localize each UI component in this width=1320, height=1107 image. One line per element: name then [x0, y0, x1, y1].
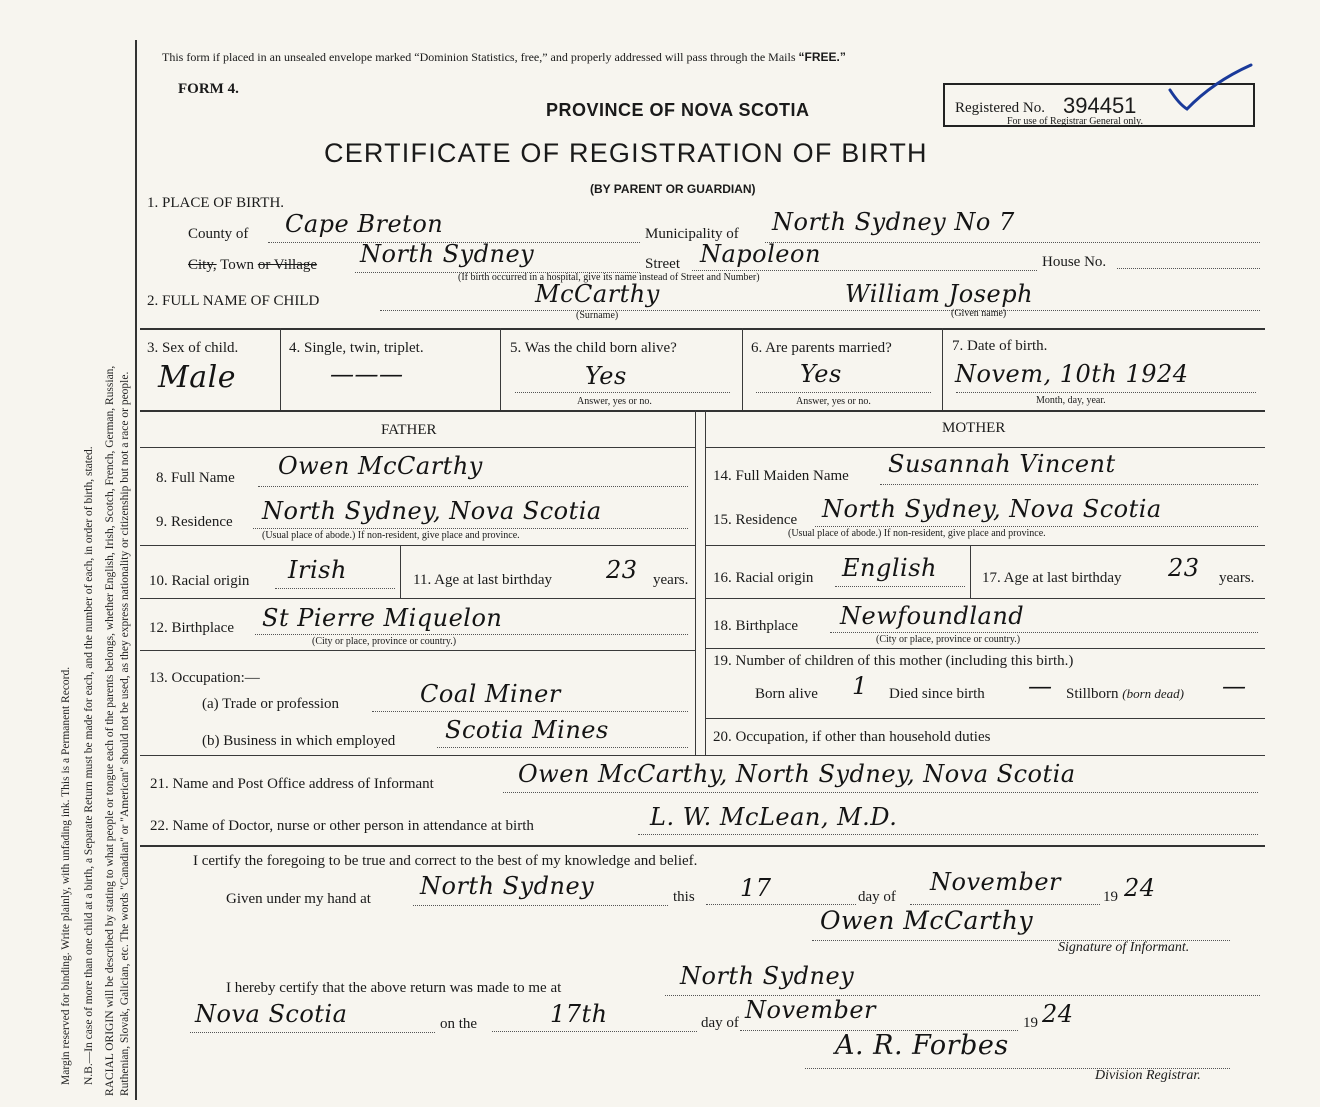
- registrar-day-of-label: day of: [701, 1015, 739, 1031]
- this-label: this: [673, 889, 695, 905]
- registrar-on-the-label: on the: [440, 1016, 478, 1032]
- business-value: Scotia Mines: [445, 716, 609, 744]
- mother-residence-label: 15. Residence: [713, 512, 798, 528]
- plurality-label: 4. Single, twin, triplet.: [289, 340, 424, 356]
- child-surname-value: McCarthy: [535, 280, 660, 308]
- parents-married-label: 6. Are parents married?: [751, 340, 892, 356]
- certify-year-value: 24: [1124, 874, 1156, 902]
- father-residence-label: 9. Residence: [156, 514, 233, 530]
- born-alive-value: Yes: [585, 362, 627, 390]
- mother-birthplace-caption: (City or place, province or country.): [876, 634, 1021, 645]
- father-residence-caption: (Usual place of abode.) If non-resident, give place and province.: [262, 530, 520, 541]
- registered-number-label: Registered No.: [955, 100, 1045, 116]
- date-of-birth-caption: Month, day, year.: [1036, 395, 1106, 406]
- margin-note-multiple-births: N.B.—In case of more than one child at a birth, a Separate Return must be made for each, and the number of each, in order of birth, stated.: [83, 446, 95, 1085]
- county-label: County of: [188, 226, 249, 242]
- father-residence-value: North Sydney, Nova Scotia: [262, 497, 602, 525]
- certify-year-prefix: 19: [1103, 889, 1118, 905]
- registrar-place-value: North Sydney: [680, 962, 855, 990]
- certify-day-value: 17: [740, 874, 772, 902]
- date-of-birth-label: 7. Date of birth.: [952, 338, 1048, 354]
- mail-notice: This form if placed in an unsealed envelope marked “Dominion Statistics, free,” and properly addressed will pass through the Mails “FREE.”: [162, 50, 846, 64]
- house-number-label: House No.: [1042, 254, 1107, 270]
- registrar-signature: A. R. Forbes: [835, 1030, 1009, 1061]
- checkmark-icon: [1165, 60, 1260, 115]
- certificate-subtitle: (BY PARENT OR GUARDIAN): [590, 182, 756, 196]
- certify-day-of-label: day of: [858, 889, 896, 905]
- doctor-label: 22. Name of Doctor, nurse or other person in attendance at birth: [150, 818, 534, 834]
- registrar-note: For use of Registrar General only.: [1007, 116, 1143, 127]
- parents-married-caption: Answer, yes or no.: [796, 396, 871, 407]
- business-label: (b) Business in which employed: [202, 733, 396, 749]
- children-count-label: 19. Number of children of this mother (including this birth.): [713, 653, 1074, 669]
- trade-label: (a) Trade or profession: [202, 696, 340, 712]
- stillborn-label: Stillborn (born dead): [1066, 686, 1185, 702]
- province-heading: PROVINCE OF NOVA SCOTIA: [546, 100, 810, 120]
- registrar-signature-caption: Division Registrar.: [1095, 1068, 1201, 1083]
- margin-rule: [135, 40, 137, 1100]
- father-age-years: years.: [653, 572, 689, 588]
- registrar-province-value: Nova Scotia: [195, 1000, 348, 1028]
- father-name-value: Owen McCarthy: [278, 452, 483, 480]
- informant-signature: Owen McCarthy: [820, 906, 1034, 935]
- father-heading: FATHER: [381, 422, 437, 438]
- street-value: Napoleon: [700, 240, 821, 268]
- surname-caption: (Surname): [576, 310, 619, 321]
- informant-certification: I certify the foregoing to be true and correct to the best of my knowledge and belief.: [193, 853, 698, 869]
- died-since-birth-label: Died since birth: [889, 686, 985, 702]
- registrar-year-value: 24: [1042, 1000, 1074, 1028]
- municipality-value: North Sydney No 7: [772, 208, 1015, 236]
- mother-age-label: 17. Age at last birthday: [982, 570, 1122, 586]
- born-alive-label: 5. Was the child born alive?: [510, 340, 677, 356]
- father-racial-origin-label: 10. Racial origin: [149, 573, 250, 589]
- born-alive-count-value: 1: [852, 672, 868, 700]
- registered-number-value: 394451: [1063, 93, 1137, 118]
- mother-name-label: 14. Full Maiden Name: [713, 468, 849, 484]
- mother-name-value: Susannah Vincent: [888, 450, 1116, 478]
- father-birthplace-label: 12. Birthplace: [149, 620, 234, 636]
- born-alive-caption: Answer, yes or no.: [577, 396, 652, 407]
- father-racial-origin-value: Irish: [288, 556, 347, 584]
- plurality-value: ———: [330, 360, 404, 388]
- father-name-label: 8. Full Name: [156, 470, 235, 486]
- child-given-name-value: William Joseph: [845, 280, 1034, 308]
- father-age-value: 23: [606, 556, 638, 584]
- informant-value: Owen McCarthy, North Sydney, Nova Scotia: [518, 760, 1076, 788]
- informant-label: 21. Name and Post Office address of Informant: [150, 776, 434, 792]
- sex-label: 3. Sex of child.: [147, 340, 239, 356]
- mother-racial-origin-value: English: [842, 554, 937, 582]
- informant-signature-caption: Signature of Informant.: [1058, 940, 1190, 955]
- date-of-birth-value: Novem, 10th 1924: [955, 360, 1189, 388]
- registrar-certification: I hereby certify that the above return was made to me at: [226, 980, 562, 996]
- margin-note-binding: Margin reserved for binding. Write plainly, with unfading ink. This is a Permanent Record.: [60, 666, 72, 1085]
- father-birthplace-caption: (City or place, province or country.): [312, 636, 457, 647]
- mother-birthplace-value: Newfoundland: [840, 602, 1025, 630]
- hospital-note: (If birth occurred in a hospital, give its name instead of Street and Number): [458, 272, 760, 283]
- town-value: North Sydney: [360, 240, 535, 268]
- registrar-month-value: November: [745, 996, 877, 1024]
- born-alive-count-label: Born alive: [755, 686, 818, 702]
- sex-value: Male: [158, 360, 236, 395]
- mother-racial-origin-label: 16. Racial origin: [713, 570, 814, 586]
- mother-residence-value: North Sydney, Nova Scotia: [822, 495, 1162, 523]
- mother-birthplace-label: 18. Birthplace: [713, 618, 798, 634]
- mother-residence-caption: (Usual place of abode.) If non-resident, give place and province.: [788, 528, 1046, 539]
- town-label: City, Town or Village: [188, 257, 318, 273]
- certificate-title: CERTIFICATE OF REGISTRATION OF BIRTH: [324, 138, 928, 168]
- street-label: Street: [645, 256, 680, 272]
- form-number: FORM 4.: [178, 81, 239, 97]
- died-since-birth-value: —: [1028, 672, 1053, 700]
- certify-month-value: November: [930, 868, 1062, 896]
- mother-heading: MOTHER: [942, 420, 1006, 436]
- given-under-hand-label: Given under my hand at: [226, 891, 371, 907]
- registrar-year-prefix: 19: [1023, 1015, 1038, 1031]
- margin-note-racial-origin-cont: Ruthenian, Slovak, Galician, etc. The words "Canadian" or "American" should not be used, as they express nationality or citizenship but not a race or people.: [119, 371, 131, 1096]
- father-occupation-label: 13. Occupation:—: [149, 670, 260, 686]
- father-age-label: 11. Age at last birthday: [413, 572, 552, 588]
- stillborn-value: —: [1222, 672, 1247, 700]
- place-of-birth-label: 1. PLACE OF BIRTH.: [147, 195, 285, 211]
- county-value: Cape Breton: [285, 210, 444, 238]
- given-place-value: North Sydney: [420, 872, 595, 900]
- mother-age-years: years.: [1219, 570, 1255, 586]
- given-name-caption: (Given name): [951, 308, 1007, 319]
- municipality-label: Municipality of: [645, 226, 739, 242]
- parents-married-value: Yes: [800, 360, 842, 388]
- mother-occupation-label: 20. Occupation, if other than household duties: [713, 729, 991, 745]
- registrar-day-value: 17th: [550, 1000, 608, 1028]
- child-name-label: 2. FULL NAME OF CHILD: [147, 293, 320, 309]
- margin-note-racial-origin: RACIAL ORIGIN will be described by stating to what people or tongue each of the parents belongs, whether English, Irish, Scotch, French, German, Russian,: [104, 365, 116, 1096]
- mother-age-value: 23: [1168, 554, 1200, 582]
- trade-value: Coal Miner: [420, 680, 561, 708]
- father-birthplace-value: St Pierre Miquelon: [262, 604, 503, 632]
- doctor-value: L. W. McLean, M.D.: [650, 803, 898, 831]
